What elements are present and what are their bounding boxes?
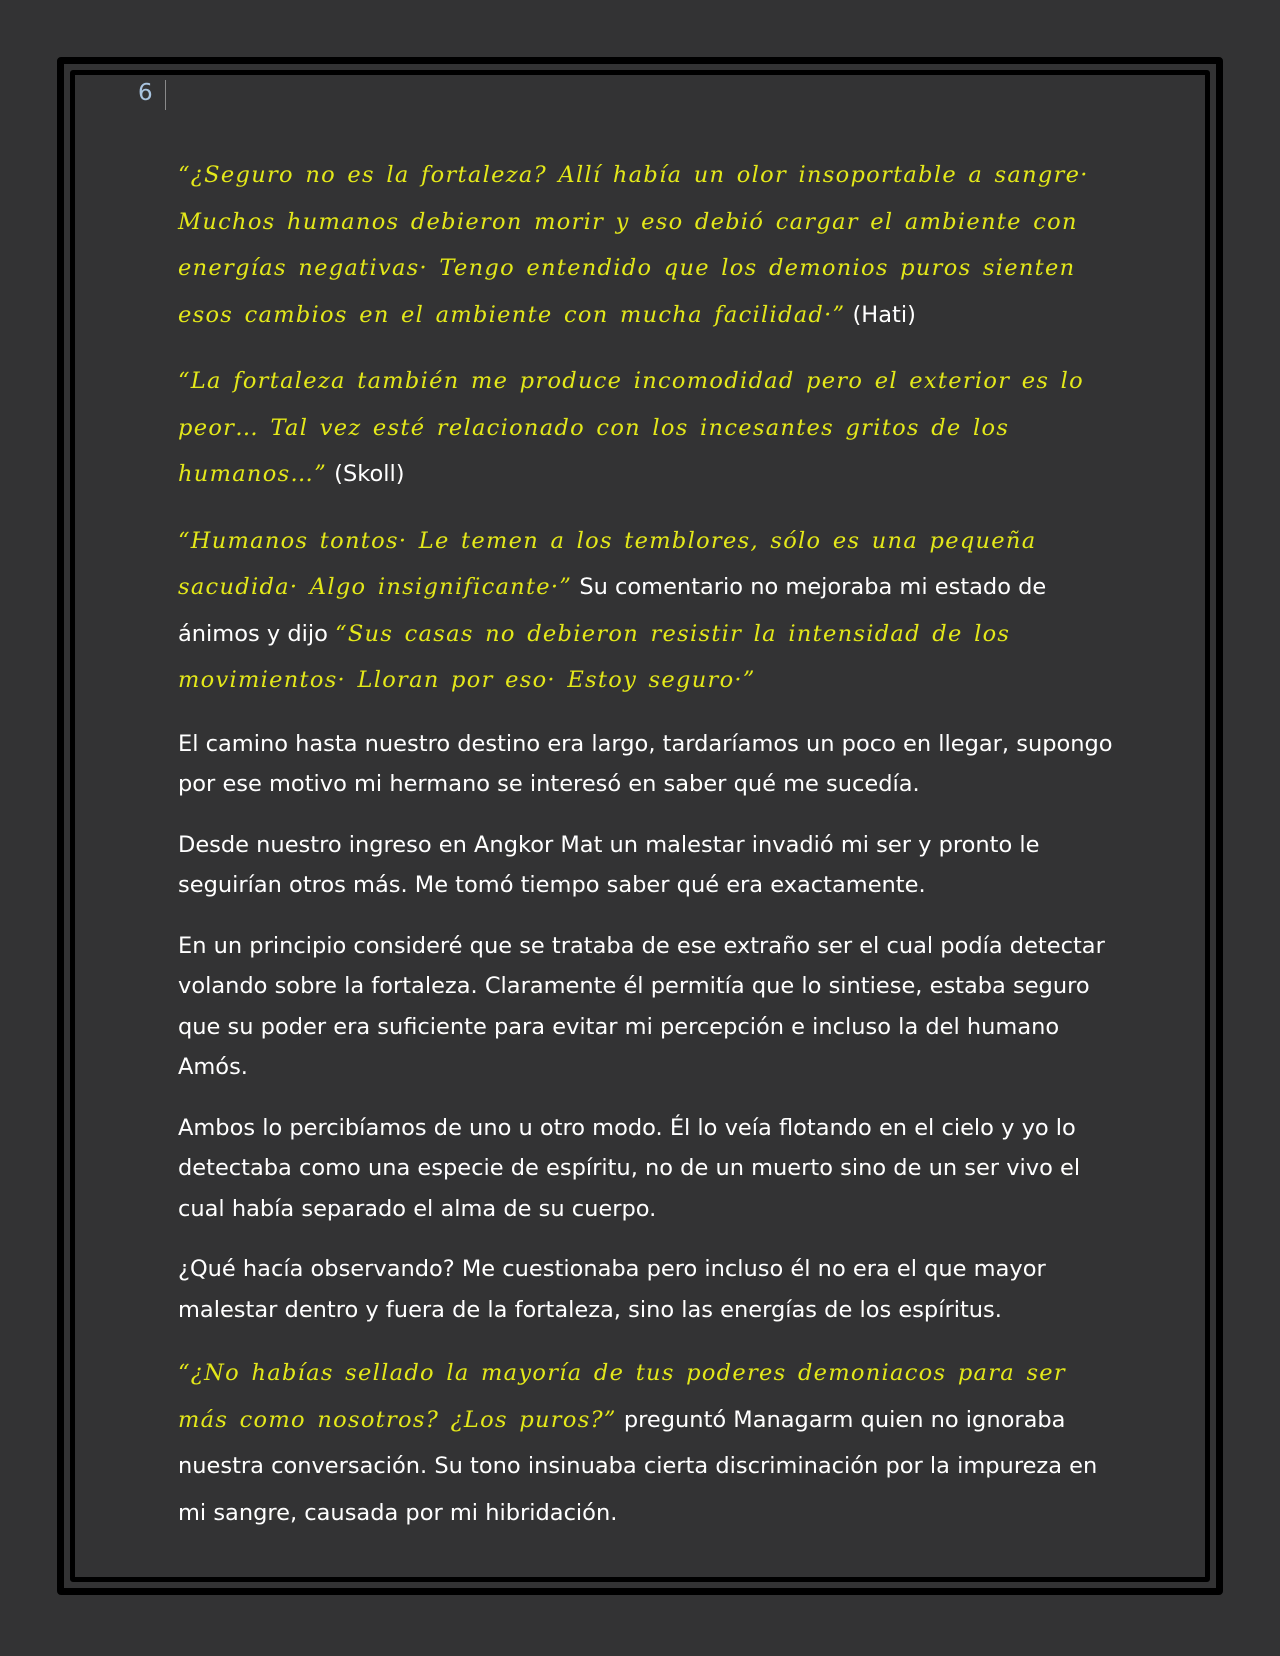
dialogue-text: “La fortaleza también me produce incomodidad pero el exterior es lo peor… Tal vez esté relacionado con los incesantes gritos de los humanos…” bbox=[178, 368, 1084, 487]
narrative-paragraph bbox=[178, 1249, 1118, 1330]
narrative-text: Desde nuestro ingreso en Angkor Mat un malestar invadió mi ser y pronto le seguirían otros más. Me tomó tiempo saber qué era exactamente. bbox=[178, 831, 1040, 898]
narrative-text: El camino hasta nuestro destino era largo, tardaríamos un poco en llegar, supongo por ese motivo mi hermano se interesó en saber qué me sucedía. bbox=[178, 730, 1113, 797]
page-body bbox=[178, 152, 1118, 1556]
dialogue-text: “¿Seguro no es la fortaleza? Allí había un olor insoportable a sangre· Muchos humanos debieron morir y eso debió cargar el ambiente con energías negativas· Tengo entendido que los demonios puros sienten esos cambios en el ambiente con mucha facilidad·” bbox=[178, 162, 1089, 328]
dialogue-paragraph bbox=[178, 1350, 1118, 1536]
narrative-paragraph bbox=[178, 1108, 1118, 1230]
narrative-text: (Skoll) bbox=[327, 461, 405, 487]
dialogue-text: “Sus casas no debieron resistir la intensidad de los movimientos· Lloran por eso· Estoy seguro·” bbox=[178, 620, 1011, 693]
narrative-text: Ambos lo percibíamos de uno u otro modo. Él lo veía flotando en el cielo y yo lo detectaba como una especie de espíritu, no de un muerto sino de un ser vivo el cual había separado el alma de su cuerpo. bbox=[178, 1114, 1081, 1222]
page-number: 6 bbox=[138, 80, 153, 106]
narrative-text: Su comentario no mejoraba mi estado de ánimos y dijo bbox=[178, 574, 1047, 647]
narrative-paragraph bbox=[178, 926, 1118, 1088]
page-number-divider bbox=[165, 80, 166, 110]
narrative-text: preguntó Managarm quien no ignoraba nuestra conversación. Su tono insinuaba cierta discriminación por la impureza en mi sangre, causada por mi hibridación. bbox=[178, 1406, 1098, 1526]
dialogue-paragraph bbox=[178, 518, 1118, 704]
narrative-text: En un principio consideré que se trataba de ese extraño ser el cual podía detectar volando sobre la fortaleza. Claramente él permitía que lo sintiese, estaba seguro que su poder era suficiente para evitar mi percepción e incluso la del humano Amós. bbox=[178, 932, 1105, 1080]
narrative-text: ¿Qué hacía observando? Me cuestionaba pero incluso él no era el que mayor malestar dentro y fuera de la fortaleza, sino las energías de los espíritus. bbox=[178, 1256, 1046, 1323]
narrative-text: (Hati) bbox=[845, 301, 916, 328]
dialogue-text: “¿No habías sellado la mayoría de tus poderes demoniacos para ser más como nosotros? ¿Los puros?” bbox=[178, 1360, 1066, 1433]
dialogue-text: “Humanos tontos· Le temen a los temblores, sólo es una pequeña sacudida· Algo insignificante·” bbox=[178, 527, 1037, 600]
narrative-paragraph bbox=[178, 724, 1118, 805]
narrative-paragraph bbox=[178, 825, 1118, 906]
dialogue-paragraph bbox=[178, 152, 1118, 338]
dialogue-paragraph bbox=[178, 358, 1118, 498]
